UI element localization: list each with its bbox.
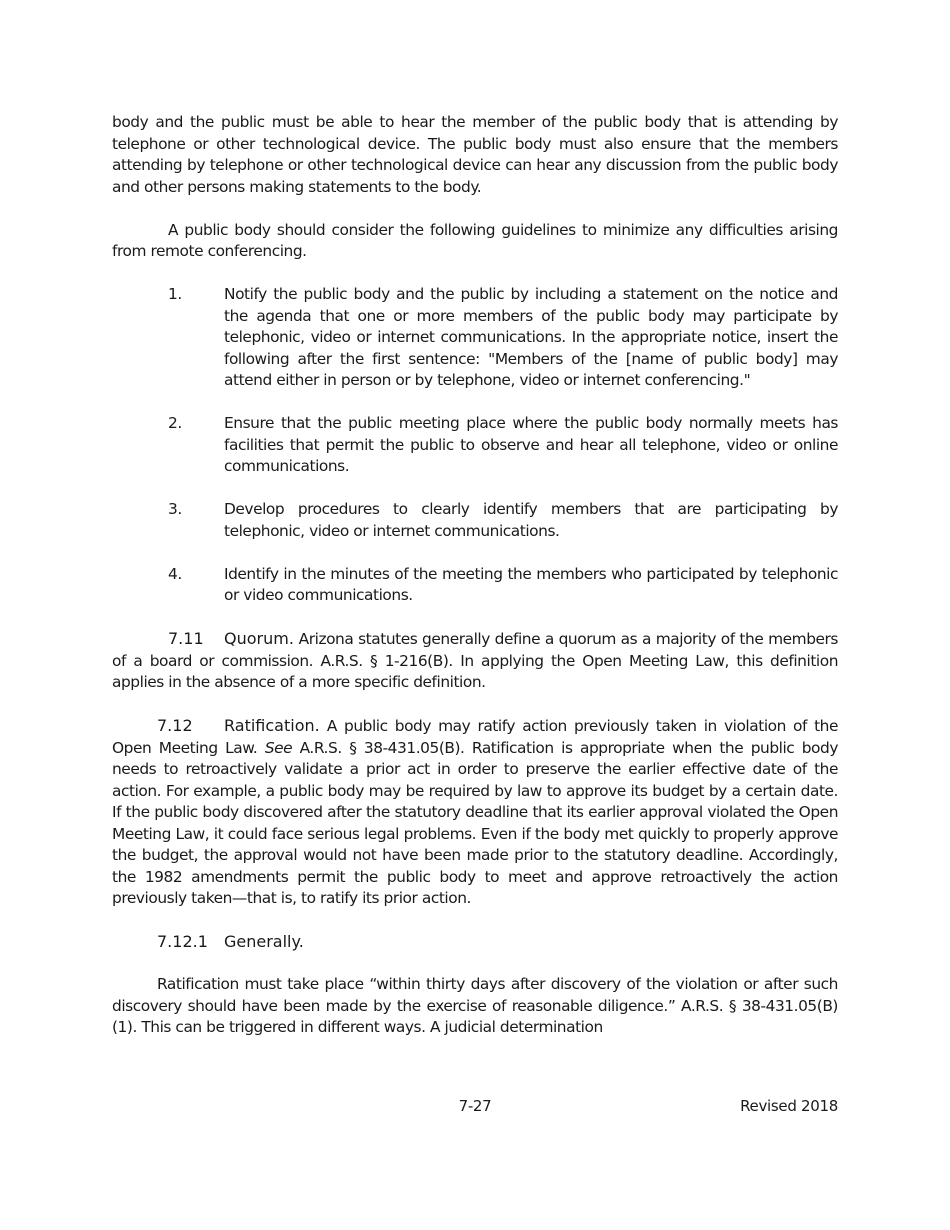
list-item [112,564,838,607]
revision-label: Revised 2018 [740,1097,838,1115]
list-number: 1. [168,285,182,303]
subsection-title: Generally. [224,932,304,951]
page-footer [112,1097,838,1119]
section-ratification [112,715,838,910]
list-text: Notify the public body and the public by including a statement on the notice and the agenda that one or more members of the public body may participate by telephonic, video or internet communications. In the appropriate notice, insert the following after the first sentence: "Members of the [name of public body] may attend either in person or by telephone, video or internet conferencing." [224,285,838,389]
list-text: Ensure that the public meeting place where the public body normally meets has facilities that permit the public to observe and hear all telephone, video or online communications. [224,414,838,475]
page-number: 7-27 [458,1097,492,1115]
paragraph-remote-attendance: body and the public must be able to hear the member of the public body that is attending by telephone or other technological device. The public body must also ensure that the members attending by telephone or other technological device can hear any discussion from the public body and other persons making statements to the body. [112,113,838,196]
section-title: Ratification. [224,716,320,735]
list-item [112,413,838,478]
paragraph-ratification-timing: Ratification must take place “within thirty days after discovery of the violation or after such discovery should have been made by the exercise of reasonable diligence.” A.R.S. § 38-431.05(B)(1). This can be triggered in different ways. A judicial determination [112,975,838,1036]
citation-signal: See [264,738,293,757]
list-number: 2. [168,414,182,432]
section-title: Quorum. [224,629,294,648]
section-body: A public body may ratify action previously taken in violation of the Open Meeting Law. [112,717,838,757]
list-item [112,284,838,392]
list-text: Develop procedures to clearly identify members that are participating by telephonic, video or internet communications. [224,500,838,540]
section-body-continued: A.R.S. § 38-431.05(B). Ratification is appropriate when the public body needs to retroactively validate a prior act in order to preserve the earlier effective date of the action. For example, a public body may be required by law to approve its budget by a certain date. If the public body discovered after the statutory deadline that its earlier approval violated the Open Meeting Law, it could face serious legal problems. Even if the body met quickly to properly approve the budget, the approval would not have been made prior to the statutory deadline. Accordingly, the 1982 amendments permit the public body to meet and approve retroactively the action previously taken—that is, to ratify its prior action. [112,738,839,907]
paragraph-guidelines-intro: A public body should consider the following guidelines to minimize any difficulties arising from remote conferencing. [112,220,838,260]
subsection-heading [112,931,838,953]
section-number: 7.11 [168,629,204,648]
subsection-number: 7.12.1 [157,932,208,951]
list-number: 4. [168,564,182,583]
document-page [112,112,838,1039]
section-number: 7.12 [157,716,193,735]
list-text: Identify in the minutes of the meeting the members who participated by telephonic or video communications. [224,564,838,604]
list-item [112,499,838,542]
list-number: 3. [168,500,182,518]
section-quorum [112,628,838,694]
section-body: Arizona statutes generally define a quorum as a majority of the members of a board or commission. A.R.S. § 1-216(B). In applying the Open Meeting Law, this definition applies in the absence of a more specific definition. [112,630,838,691]
